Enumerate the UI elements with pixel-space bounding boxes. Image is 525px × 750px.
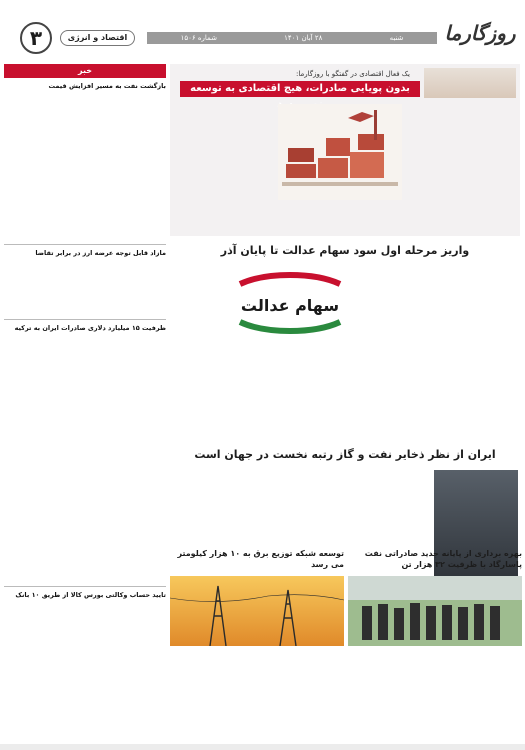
feature-story	[170, 64, 520, 236]
shipping-containers-illustration	[278, 104, 402, 200]
power-network-body	[170, 653, 344, 713]
news-item-title[interactable]: بازگشت نفت به مسیر افزایش قیمت	[48, 82, 166, 90]
divider	[4, 586, 166, 587]
masthead-date-bar	[147, 32, 437, 44]
news-column-header: خبر	[4, 64, 166, 78]
news-item-title[interactable]: تایید حساب وکالتی بورس کالا از طریق ۱۰ بانک	[15, 591, 166, 599]
masthead-day: شنبه	[389, 34, 404, 42]
masthead-issue: شماره ۱۵۰۶	[180, 34, 217, 42]
power-lines-photo	[170, 576, 344, 646]
news-item-body	[4, 333, 166, 583]
news-item-title[interactable]: مازاد قابل توجه عرضه ارز در برابر تقاضا	[35, 249, 166, 257]
refinery-story	[348, 548, 522, 748]
masthead-date: ۲۸ آبان ۱۴۰۱	[284, 34, 323, 42]
divider	[4, 319, 166, 320]
power-network-story	[170, 548, 344, 748]
feature-header-photo	[424, 68, 516, 98]
news-item-title[interactable]: ظرفیت ۱۵ میلیارد دلاری صادرات ایران به ترکیه	[14, 324, 166, 332]
refinery-body	[348, 653, 522, 713]
divider	[4, 244, 166, 245]
oil-gas-title[interactable]: ایران از نظر ذخایر نفت و گاز رتبه نخست در جهان است	[194, 448, 496, 461]
news-item-body	[4, 258, 166, 316]
edalat-logo-text: سهام عدالت	[240, 296, 340, 315]
power-network-title[interactable]: توسعه شبکه توزیع برق به ۱۰ هزار کیلومتر می رسد	[177, 549, 344, 569]
refinery-title[interactable]: بهره برداری از پایانه جدید صادراتی نفت پاسارگاد با ظرفیت ۳۲ هزار تن	[364, 549, 522, 569]
news-item-body	[4, 600, 166, 700]
edalat-story	[170, 244, 520, 444]
feature-kicker: یک فعال اقتصادی در گفتگو با روزگارما:	[296, 70, 410, 78]
edalat-logo-art	[232, 268, 348, 338]
section-name: اقتصاد و انرژی	[60, 30, 135, 46]
news-item-body	[4, 91, 166, 241]
newspaper-logo: روزگارما	[444, 21, 516, 45]
page-footer	[0, 744, 525, 750]
ceremony-photo	[348, 576, 522, 646]
masthead	[0, 0, 525, 60]
news-column	[4, 64, 166, 750]
page-number: ۳	[20, 22, 52, 54]
edalat-title[interactable]: واریز مرحله اول سود سهام عدالت تا پایان آذر	[220, 244, 470, 257]
feature-title: بدون پویایی صادرات، هیچ اقتصادی به توسعه	[180, 81, 420, 97]
